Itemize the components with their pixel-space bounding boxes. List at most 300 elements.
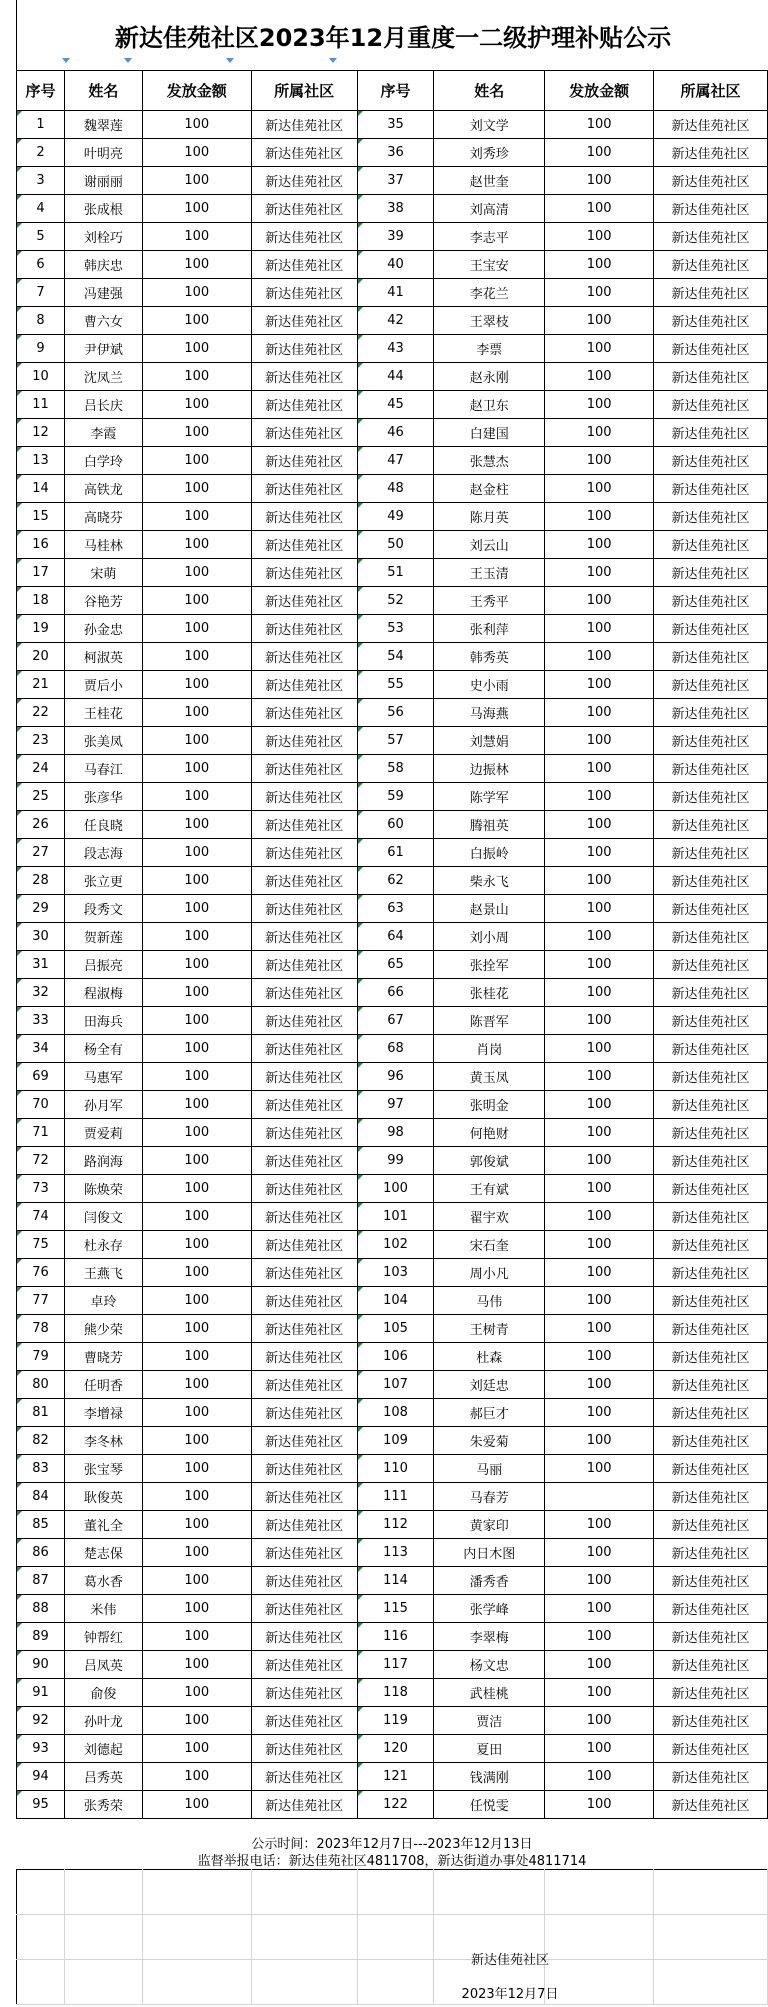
seq-cell[interactable]: 5: [17, 223, 65, 251]
community-cell[interactable]: 新达佳苑社区: [251, 279, 357, 307]
seq-cell[interactable]: 92: [17, 1707, 65, 1735]
name-cell[interactable]: 夏田: [434, 1735, 545, 1763]
column-header[interactable]: 序号: [357, 71, 434, 111]
name-cell[interactable]: 武桂桃: [434, 1679, 545, 1707]
community-cell[interactable]: 新达佳苑社区: [251, 1763, 357, 1791]
seq-cell[interactable]: 11: [17, 391, 65, 419]
amount-cell[interactable]: 100: [142, 307, 251, 335]
name-cell[interactable]: 孙叶龙: [64, 1707, 142, 1735]
seq-cell[interactable]: 102: [357, 1231, 434, 1259]
name-cell[interactable]: 熊少荣: [64, 1315, 142, 1343]
name-cell[interactable]: 任悦雯: [434, 1791, 545, 1819]
seq-cell[interactable]: 111: [357, 1483, 434, 1511]
name-cell[interactable]: 黄家印: [434, 1511, 545, 1539]
amount-cell[interactable]: 100: [545, 391, 654, 419]
community-cell[interactable]: 新达佳苑社区: [654, 755, 768, 783]
amount-cell[interactable]: 100: [545, 1119, 654, 1147]
amount-cell[interactable]: 100: [142, 1147, 251, 1175]
community-cell[interactable]: 新达佳苑社区: [654, 111, 768, 139]
amount-cell[interactable]: 100: [142, 363, 251, 391]
seq-cell[interactable]: 2: [17, 139, 65, 167]
amount-cell[interactable]: 100: [545, 1175, 654, 1203]
community-cell[interactable]: 新达佳苑社区: [654, 783, 768, 811]
name-cell[interactable]: 李增禄: [64, 1399, 142, 1427]
community-cell[interactable]: 新达佳苑社区: [251, 167, 357, 195]
amount-cell[interactable]: 100: [142, 1399, 251, 1427]
community-cell[interactable]: 新达佳苑社区: [654, 1567, 768, 1595]
seq-cell[interactable]: 56: [357, 699, 434, 727]
amount-cell[interactable]: 100: [142, 951, 251, 979]
seq-cell[interactable]: 28: [17, 867, 65, 895]
name-cell[interactable]: 何艳财: [434, 1119, 545, 1147]
amount-cell[interactable]: 100: [545, 1567, 654, 1595]
name-cell[interactable]: 张秀荣: [64, 1791, 142, 1819]
seq-cell[interactable]: 23: [17, 727, 65, 755]
name-cell[interactable]: 刘秀珍: [434, 139, 545, 167]
seq-cell[interactable]: 106: [357, 1343, 434, 1371]
name-cell[interactable]: 任明香: [64, 1371, 142, 1399]
amount-cell[interactable]: 100: [545, 363, 654, 391]
name-cell[interactable]: 谢丽丽: [64, 167, 142, 195]
amount-cell[interactable]: 100: [142, 1315, 251, 1343]
community-cell[interactable]: 新达佳苑社区: [654, 1147, 768, 1175]
seq-cell[interactable]: 50: [357, 531, 434, 559]
seq-cell[interactable]: 38: [357, 195, 434, 223]
seq-cell[interactable]: 100: [357, 1175, 434, 1203]
amount-cell[interactable]: 100: [545, 727, 654, 755]
seq-cell[interactable]: 79: [17, 1343, 65, 1371]
seq-cell[interactable]: 35: [357, 111, 434, 139]
seq-cell[interactable]: 118: [357, 1679, 434, 1707]
name-cell[interactable]: 谷艳芳: [64, 587, 142, 615]
seq-cell[interactable]: 120: [357, 1735, 434, 1763]
name-cell[interactable]: 吕长庆: [64, 391, 142, 419]
name-cell[interactable]: 王有斌: [434, 1175, 545, 1203]
amount-cell[interactable]: 100: [545, 1791, 654, 1819]
name-cell[interactable]: 马桂林: [64, 531, 142, 559]
community-cell[interactable]: 新达佳苑社区: [251, 727, 357, 755]
community-cell[interactable]: 新达佳苑社区: [654, 587, 768, 615]
name-cell[interactable]: 黄玉凤: [434, 1063, 545, 1091]
seq-cell[interactable]: 13: [17, 447, 65, 475]
seq-cell[interactable]: 76: [17, 1259, 65, 1287]
name-cell[interactable]: 赵景山: [434, 895, 545, 923]
community-cell[interactable]: 新达佳苑社区: [654, 475, 768, 503]
amount-cell[interactable]: 100: [545, 699, 654, 727]
name-cell[interactable]: 钱满刚: [434, 1763, 545, 1791]
name-cell[interactable]: 沈凤兰: [64, 363, 142, 391]
amount-cell[interactable]: 100: [142, 1791, 251, 1819]
name-cell[interactable]: 张彦华: [64, 783, 142, 811]
amount-cell[interactable]: 100: [142, 335, 251, 363]
community-cell[interactable]: 新达佳苑社区: [251, 643, 357, 671]
amount-cell[interactable]: 100: [545, 755, 654, 783]
name-cell[interactable]: 张宝琴: [64, 1455, 142, 1483]
community-cell[interactable]: 新达佳苑社区: [654, 1259, 768, 1287]
community-cell[interactable]: 新达佳苑社区: [251, 867, 357, 895]
seq-cell[interactable]: 73: [17, 1175, 65, 1203]
seq-cell[interactable]: 81: [17, 1399, 65, 1427]
seq-cell[interactable]: 105: [357, 1315, 434, 1343]
seq-cell[interactable]: 29: [17, 895, 65, 923]
name-cell[interactable]: 刘慧娟: [434, 727, 545, 755]
name-cell[interactable]: 张桂花: [434, 979, 545, 1007]
name-cell[interactable]: 王秀平: [434, 587, 545, 615]
seq-cell[interactable]: 75: [17, 1231, 65, 1259]
name-cell[interactable]: 郭俊斌: [434, 1147, 545, 1175]
seq-cell[interactable]: 53: [357, 615, 434, 643]
seq-cell[interactable]: 12: [17, 419, 65, 447]
seq-cell[interactable]: 86: [17, 1539, 65, 1567]
seq-cell[interactable]: 117: [357, 1651, 434, 1679]
seq-cell[interactable]: 89: [17, 1623, 65, 1651]
amount-cell[interactable]: 100: [142, 783, 251, 811]
name-cell[interactable]: 贺新莲: [64, 923, 142, 951]
empty-cell[interactable]: [17, 1960, 65, 2005]
seq-cell[interactable]: 64: [357, 923, 434, 951]
amount-cell[interactable]: 100: [142, 1007, 251, 1035]
name-cell[interactable]: 孙金忠: [64, 615, 142, 643]
name-cell[interactable]: 史小雨: [434, 671, 545, 699]
name-cell[interactable]: 任良晓: [64, 811, 142, 839]
name-cell[interactable]: 刘德起: [64, 1735, 142, 1763]
amount-cell[interactable]: 100: [545, 1427, 654, 1455]
community-cell[interactable]: 新达佳苑社区: [654, 867, 768, 895]
column-header[interactable]: 姓名: [434, 71, 545, 111]
filter-dropdown-icon[interactable]: [329, 58, 337, 63]
amount-cell[interactable]: 100: [545, 251, 654, 279]
community-cell[interactable]: 新达佳苑社区: [251, 923, 357, 951]
empty-cell[interactable]: [545, 1870, 654, 1915]
seq-cell[interactable]: 112: [357, 1511, 434, 1539]
name-cell[interactable]: 杨全有: [64, 1035, 142, 1063]
seq-cell[interactable]: 90: [17, 1651, 65, 1679]
amount-cell[interactable]: 100: [545, 475, 654, 503]
name-cell[interactable]: 陈学军: [434, 783, 545, 811]
seq-cell[interactable]: 7: [17, 279, 65, 307]
name-cell[interactable]: 魏翠莲: [64, 111, 142, 139]
amount-cell[interactable]: 100: [142, 1483, 251, 1511]
seq-cell[interactable]: 36: [357, 139, 434, 167]
amount-cell[interactable]: 100: [545, 979, 654, 1007]
seq-cell[interactable]: 88: [17, 1595, 65, 1623]
community-cell[interactable]: 新达佳苑社区: [251, 139, 357, 167]
name-cell[interactable]: 王宝安: [434, 251, 545, 279]
seq-cell[interactable]: 60: [357, 811, 434, 839]
amount-cell[interactable]: 100: [545, 307, 654, 335]
empty-cell[interactable]: [654, 1870, 768, 1915]
seq-cell[interactable]: 113: [357, 1539, 434, 1567]
amount-cell[interactable]: 100: [142, 615, 251, 643]
amount-cell[interactable]: 100: [545, 1623, 654, 1651]
name-cell[interactable]: 张慧杰: [434, 447, 545, 475]
community-cell[interactable]: 新达佳苑社区: [251, 1707, 357, 1735]
community-cell[interactable]: 新达佳苑社区: [654, 503, 768, 531]
seq-cell[interactable]: 3: [17, 167, 65, 195]
amount-cell[interactable]: 100: [142, 839, 251, 867]
amount-cell[interactable]: 100: [545, 1231, 654, 1259]
amount-cell[interactable]: 100: [545, 1707, 654, 1735]
community-cell[interactable]: 新达佳苑社区: [251, 475, 357, 503]
community-cell[interactable]: 新达佳苑社区: [251, 1287, 357, 1315]
community-cell[interactable]: 新达佳苑社区: [251, 1511, 357, 1539]
name-cell[interactable]: 马惠军: [64, 1063, 142, 1091]
amount-cell[interactable]: 100: [142, 1455, 251, 1483]
seq-cell[interactable]: 83: [17, 1455, 65, 1483]
community-cell[interactable]: 新达佳苑社区: [654, 223, 768, 251]
community-cell[interactable]: 新达佳苑社区: [251, 1259, 357, 1287]
seq-cell[interactable]: 84: [17, 1483, 65, 1511]
amount-cell[interactable]: 100: [142, 1763, 251, 1791]
amount-cell[interactable]: 100: [545, 1147, 654, 1175]
amount-cell[interactable]: 100: [142, 1343, 251, 1371]
community-cell[interactable]: 新达佳苑社区: [654, 447, 768, 475]
seq-cell[interactable]: 101: [357, 1203, 434, 1231]
community-cell[interactable]: 新达佳苑社区: [654, 1035, 768, 1063]
seq-cell[interactable]: 25: [17, 783, 65, 811]
amount-cell[interactable]: 100: [142, 643, 251, 671]
seq-cell[interactable]: 104: [357, 1287, 434, 1315]
seq-cell[interactable]: 78: [17, 1315, 65, 1343]
seq-cell[interactable]: 4: [17, 195, 65, 223]
seq-cell[interactable]: 43: [357, 335, 434, 363]
seq-cell[interactable]: 6: [17, 251, 65, 279]
community-cell[interactable]: 新达佳苑社区: [251, 671, 357, 699]
community-cell[interactable]: 新达佳苑社区: [251, 1539, 357, 1567]
seq-cell[interactable]: 17: [17, 559, 65, 587]
amount-cell[interactable]: 100: [142, 1091, 251, 1119]
name-cell[interactable]: 陈晋军: [434, 1007, 545, 1035]
community-cell[interactable]: 新达佳苑社区: [251, 1595, 357, 1623]
community-cell[interactable]: 新达佳苑社区: [251, 1231, 357, 1259]
amount-cell[interactable]: 100: [545, 923, 654, 951]
community-cell[interactable]: 新达佳苑社区: [654, 643, 768, 671]
seq-cell[interactable]: 15: [17, 503, 65, 531]
seq-cell[interactable]: 19: [17, 615, 65, 643]
empty-cell[interactable]: [142, 1870, 251, 1915]
name-cell[interactable]: 张拴军: [434, 951, 545, 979]
seq-cell[interactable]: 107: [357, 1371, 434, 1399]
community-cell[interactable]: 新达佳苑社区: [654, 1427, 768, 1455]
amount-cell[interactable]: 100: [142, 1035, 251, 1063]
name-cell[interactable]: 张立更: [64, 867, 142, 895]
amount-cell[interactable]: 100: [545, 1203, 654, 1231]
seq-cell[interactable]: 91: [17, 1679, 65, 1707]
amount-cell[interactable]: 100: [545, 531, 654, 559]
amount-cell[interactable]: 100: [142, 1371, 251, 1399]
empty-cell[interactable]: [142, 1915, 251, 1960]
community-cell[interactable]: 新达佳苑社区: [654, 979, 768, 1007]
seq-cell[interactable]: 54: [357, 643, 434, 671]
community-cell[interactable]: 新达佳苑社区: [251, 895, 357, 923]
community-cell[interactable]: 新达佳苑社区: [654, 951, 768, 979]
community-cell[interactable]: 新达佳苑社区: [251, 755, 357, 783]
seq-cell[interactable]: 52: [357, 587, 434, 615]
seq-cell[interactable]: 80: [17, 1371, 65, 1399]
community-cell[interactable]: 新达佳苑社区: [251, 251, 357, 279]
amount-cell[interactable]: 100: [142, 1259, 251, 1287]
name-cell[interactable]: 白学玲: [64, 447, 142, 475]
name-cell[interactable]: 贾洁: [434, 1707, 545, 1735]
seq-cell[interactable]: 20: [17, 643, 65, 671]
amount-cell[interactable]: 100: [545, 1735, 654, 1763]
community-cell[interactable]: 新达佳苑社区: [654, 671, 768, 699]
community-cell[interactable]: 新达佳苑社区: [654, 615, 768, 643]
name-cell[interactable]: 贾后小: [64, 671, 142, 699]
amount-cell[interactable]: 100: [545, 1343, 654, 1371]
amount-cell[interactable]: 100: [545, 335, 654, 363]
amount-cell[interactable]: 100: [545, 1371, 654, 1399]
name-cell[interactable]: 楚志保: [64, 1539, 142, 1567]
name-cell[interactable]: 吕秀英: [64, 1763, 142, 1791]
community-cell[interactable]: 新达佳苑社区: [654, 531, 768, 559]
name-cell[interactable]: 吕凤英: [64, 1651, 142, 1679]
community-cell[interactable]: 新达佳苑社区: [251, 1175, 357, 1203]
column-header[interactable]: 姓名: [64, 71, 142, 111]
amount-cell[interactable]: 100: [142, 1623, 251, 1651]
name-cell[interactable]: 段志海: [64, 839, 142, 867]
seq-cell[interactable]: 10: [17, 363, 65, 391]
amount-cell[interactable]: 100: [545, 895, 654, 923]
community-cell[interactable]: 新达佳苑社区: [251, 783, 357, 811]
name-cell[interactable]: 李花兰: [434, 279, 545, 307]
amount-cell[interactable]: 100: [142, 279, 251, 307]
name-cell[interactable]: 杨文忠: [434, 1651, 545, 1679]
empty-cell[interactable]: [357, 1870, 434, 1915]
name-cell[interactable]: 李冬林: [64, 1427, 142, 1455]
amount-cell[interactable]: 100: [142, 671, 251, 699]
community-cell[interactable]: 新达佳苑社区: [654, 1651, 768, 1679]
seq-cell[interactable]: 71: [17, 1119, 65, 1147]
community-cell[interactable]: 新达佳苑社区: [251, 1651, 357, 1679]
column-header[interactable]: 所属社区: [654, 71, 768, 111]
community-cell[interactable]: 新达佳苑社区: [654, 251, 768, 279]
community-cell[interactable]: 新达佳苑社区: [654, 279, 768, 307]
name-cell[interactable]: 张明金: [434, 1091, 545, 1119]
amount-cell[interactable]: 100: [142, 559, 251, 587]
amount-cell[interactable]: 100: [545, 1455, 654, 1483]
amount-cell[interactable]: 100: [142, 1063, 251, 1091]
seq-cell[interactable]: 14: [17, 475, 65, 503]
name-cell[interactable]: 肖岗: [434, 1035, 545, 1063]
amount-cell[interactable]: 100: [142, 587, 251, 615]
community-cell[interactable]: 新达佳苑社区: [654, 1791, 768, 1819]
community-cell[interactable]: 新达佳苑社区: [654, 1343, 768, 1371]
name-cell[interactable]: 白振岭: [434, 839, 545, 867]
community-cell[interactable]: 新达佳苑社区: [251, 363, 357, 391]
seq-cell[interactable]: 87: [17, 1567, 65, 1595]
community-cell[interactable]: 新达佳苑社区: [654, 1231, 768, 1259]
name-cell[interactable]: 王燕飞: [64, 1259, 142, 1287]
seq-cell[interactable]: 32: [17, 979, 65, 1007]
name-cell[interactable]: 吕振亮: [64, 951, 142, 979]
amount-cell[interactable]: 100: [142, 1119, 251, 1147]
name-cell[interactable]: 马海燕: [434, 699, 545, 727]
community-cell[interactable]: 新达佳苑社区: [251, 1427, 357, 1455]
name-cell[interactable]: 刘云山: [434, 531, 545, 559]
amount-cell[interactable]: 100: [545, 139, 654, 167]
amount-cell[interactable]: 100: [545, 1679, 654, 1707]
name-cell[interactable]: 李翠梅: [434, 1623, 545, 1651]
name-cell[interactable]: 李志平: [434, 223, 545, 251]
community-cell[interactable]: 新达佳苑社区: [251, 1455, 357, 1483]
seq-cell[interactable]: 72: [17, 1147, 65, 1175]
seq-cell[interactable]: 41: [357, 279, 434, 307]
community-cell[interactable]: 新达佳苑社区: [654, 1623, 768, 1651]
seq-cell[interactable]: 33: [17, 1007, 65, 1035]
name-cell[interactable]: 葛水香: [64, 1567, 142, 1595]
community-cell[interactable]: 新达佳苑社区: [654, 1175, 768, 1203]
name-cell[interactable]: 王桂花: [64, 699, 142, 727]
amount-cell[interactable]: 100: [545, 279, 654, 307]
empty-cell[interactable]: [17, 1870, 65, 1915]
name-cell[interactable]: 叶明亮: [64, 139, 142, 167]
seq-cell[interactable]: 37: [357, 167, 434, 195]
seq-cell[interactable]: 63: [357, 895, 434, 923]
amount-cell[interactable]: 100: [142, 391, 251, 419]
name-cell[interactable]: 高晓芬: [64, 503, 142, 531]
empty-cell[interactable]: [654, 1915, 768, 1960]
amount-cell[interactable]: 100: [545, 1511, 654, 1539]
amount-cell[interactable]: 100: [142, 1511, 251, 1539]
name-cell[interactable]: 马伟: [434, 1287, 545, 1315]
seq-cell[interactable]: 65: [357, 951, 434, 979]
amount-cell[interactable]: 100: [142, 727, 251, 755]
community-cell[interactable]: 新达佳苑社区: [251, 1203, 357, 1231]
name-cell[interactable]: 马春江: [64, 755, 142, 783]
amount-cell[interactable]: 100: [545, 111, 654, 139]
seq-cell[interactable]: 1: [17, 111, 65, 139]
name-cell[interactable]: 柴永飞: [434, 867, 545, 895]
amount-cell[interactable]: 100: [142, 867, 251, 895]
name-cell[interactable]: 张美凤: [64, 727, 142, 755]
amount-cell[interactable]: 100: [142, 251, 251, 279]
amount-cell[interactable]: 100: [545, 447, 654, 475]
community-cell[interactable]: 新达佳苑社区: [251, 391, 357, 419]
community-cell[interactable]: 新达佳苑社区: [251, 587, 357, 615]
community-cell[interactable]: 新达佳苑社区: [251, 1483, 357, 1511]
community-cell[interactable]: 新达佳苑社区: [251, 1063, 357, 1091]
seq-cell[interactable]: 110: [357, 1455, 434, 1483]
community-cell[interactable]: 新达佳苑社区: [251, 1623, 357, 1651]
seq-cell[interactable]: 77: [17, 1287, 65, 1315]
name-cell[interactable]: 刘廷忠: [434, 1371, 545, 1399]
column-header[interactable]: 发放金额: [142, 71, 251, 111]
seq-cell[interactable]: 26: [17, 811, 65, 839]
community-cell[interactable]: 新达佳苑社区: [654, 923, 768, 951]
name-cell[interactable]: 杜永存: [64, 1231, 142, 1259]
seq-cell[interactable]: 70: [17, 1091, 65, 1119]
name-cell[interactable]: 腾祖英: [434, 811, 545, 839]
seq-cell[interactable]: 27: [17, 839, 65, 867]
name-cell[interactable]: 陈月英: [434, 503, 545, 531]
amount-cell[interactable]: 100: [545, 1063, 654, 1091]
seq-cell[interactable]: 116: [357, 1623, 434, 1651]
seq-cell[interactable]: 62: [357, 867, 434, 895]
amount-cell[interactable]: 100: [142, 419, 251, 447]
amount-cell[interactable]: 100: [142, 1707, 251, 1735]
community-cell[interactable]: 新达佳苑社区: [654, 1203, 768, 1231]
name-cell[interactable]: 陈焕荣: [64, 1175, 142, 1203]
community-cell[interactable]: 新达佳苑社区: [654, 1483, 768, 1511]
amount-cell[interactable]: 100: [545, 1007, 654, 1035]
name-cell[interactable]: 内日木图: [434, 1539, 545, 1567]
name-cell[interactable]: 郝巨才: [434, 1399, 545, 1427]
name-cell[interactable]: 张学峰: [434, 1595, 545, 1623]
amount-cell[interactable]: 100: [545, 167, 654, 195]
amount-cell[interactable]: 100: [142, 923, 251, 951]
amount-cell[interactable]: 100: [545, 1399, 654, 1427]
